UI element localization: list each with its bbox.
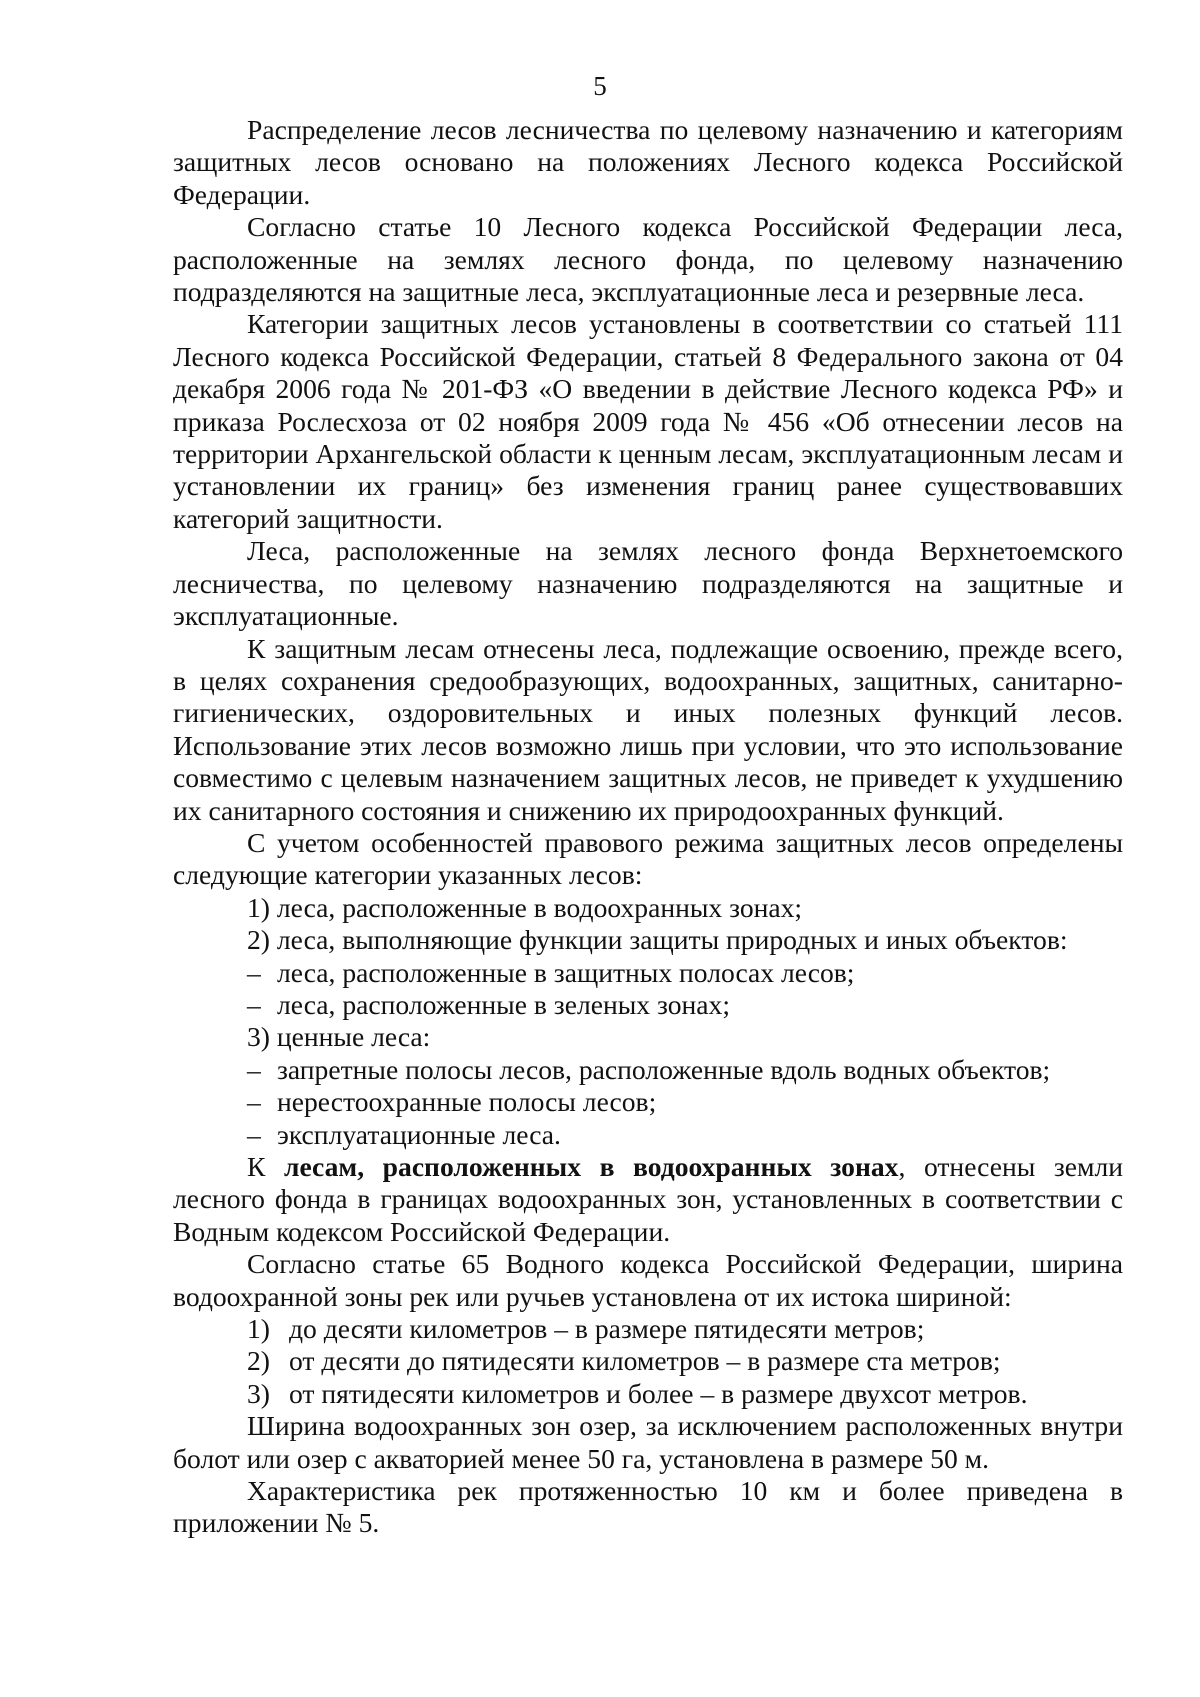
- paragraph-article-65: Согласно статье 65 Водного кодекса Российской Федерации, ширина водоохранной зоны рек или ручьев установлена от их истока шириной:: [173, 1248, 1123, 1312]
- width-item-text: от десяти до пятидесяти километров – в размере ста метров;: [289, 1345, 1001, 1377]
- subitem-text: нерестоохранные полосы лесов;: [277, 1086, 657, 1118]
- subitem-text: леса, расположенные в защитных полосах лесов;: [277, 956, 855, 988]
- width-item-number: 1): [247, 1313, 270, 1345]
- paragraph-legal-regime: С учетом особенностей правового режима защитных лесов определены следующие категории указанных лесов:: [173, 826, 1123, 891]
- paragraph-lake-zones: Ширина водоохранных зон озер, за исключением расположенных внутри болот или озер с акваторией менее 50 га, установлена в размере 50 м.: [173, 1410, 1123, 1474]
- paragraph-article-10: Согласно статье 10 Лесного кодекса Российской Федерации леса, расположенные на землях лесного фонда, по целевому назначению подразделяются на защитные леса, эксплуатационные леса и резервные леса.: [173, 211, 1123, 308]
- subitem-text: эксплуатационные леса.: [277, 1118, 561, 1150]
- bold-term: лесам, расположенных в водоохранных зонах: [283, 1151, 899, 1182]
- width-item-number: 2): [247, 1345, 270, 1377]
- width-item: [173, 1378, 1123, 1410]
- subitem-text: леса, расположенные в зеленых зонах;: [277, 988, 730, 1020]
- paragraph-forest-distribution: Распределение лесов лесничества по целевому назначению и категориям защитных лесов основано на положениях Лесного кодекса Российской Федерации.: [173, 114, 1123, 210]
- dash-marker: –: [247, 988, 261, 1020]
- paragraph-protective-forests: К защитным лесам отнесены леса, подлежащие освоению, прежде всего, в целях сохранения средообразующих, водоохранных, защитных, санитарно-гигиенических, оздоровительных и иных полезных функций лесов. Использование этих лесов возможно лишь при условии, что это использование совместимо с целевым назначением защитных лесов, не приведет к ухудшению их санитарного состояния и снижению их природоохранных функций.: [173, 632, 1123, 826]
- paragraph-verkhnetoemsky: Леса, расположенные на землях лесного фонда Верхнетоемского лесничества, по целевому назначению подразделяются на защитные и эксплуатационные.: [173, 535, 1123, 632]
- width-item-text: до десяти километров – в размере пятидесяти метров;: [289, 1313, 925, 1345]
- dash-marker: –: [247, 1118, 261, 1150]
- dash-marker: –: [247, 956, 261, 988]
- category-subitem: [173, 1054, 1123, 1086]
- page-number: 5: [593, 71, 607, 101]
- width-item: [173, 1313, 1123, 1345]
- document-body: [173, 114, 1123, 1540]
- category-item-2: 2) леса, выполняющие функции защиты природных и иных объектов:: [247, 924, 1068, 956]
- category-subitem: [173, 989, 1123, 1021]
- category-item-1: 1) леса, расположенные в водоохранных зонах;: [247, 891, 803, 923]
- width-item-number: 3): [247, 1377, 270, 1409]
- category-item-3: 3) ценные леса:: [247, 1021, 431, 1053]
- text-prefix: К: [247, 1151, 284, 1182]
- paragraph-rivers-appendix: Характеристика рек протяженностью 10 км и более приведена в приложении № 5.: [173, 1475, 1123, 1539]
- paragraph-protective-categories: Категории защитных лесов установлены в соответствии со статьей 111 Лесного кодекса Российской Федерации, статьей 8 Федерального закона от 04 декабря 2006 года № 201-ФЗ «О введении в действие Лесного кодекса РФ» и приказа Рослесхоза от 02 ноября 2009 года № 456 «Об отнесении лесов на территории Архангельской области к ценным лесам, эксплуатационным лесам и установлении их границ» без изменения границ ранее существовавших категорий защитности.: [173, 308, 1123, 534]
- category-subitem: [173, 957, 1123, 989]
- width-item: [173, 1345, 1123, 1377]
- dash-marker: –: [247, 1086, 261, 1118]
- subitem-text: запретные полосы лесов, расположенные вдоль водных объектов;: [277, 1053, 1051, 1085]
- text-suffix: , отнесены земли лесного фонда в границах водоохранных зон, установленных в соответствии с Водным кодексом Российской Федерации.: [173, 1151, 1123, 1247]
- category-subitem: [173, 1119, 1123, 1151]
- category-subitem: [173, 1086, 1123, 1118]
- dash-marker: –: [247, 1053, 261, 1085]
- width-item-text: от пятидесяти километров и более – в размере двухсот метров.: [289, 1377, 1028, 1409]
- paragraph-water-protection-zones: [173, 1151, 1123, 1248]
